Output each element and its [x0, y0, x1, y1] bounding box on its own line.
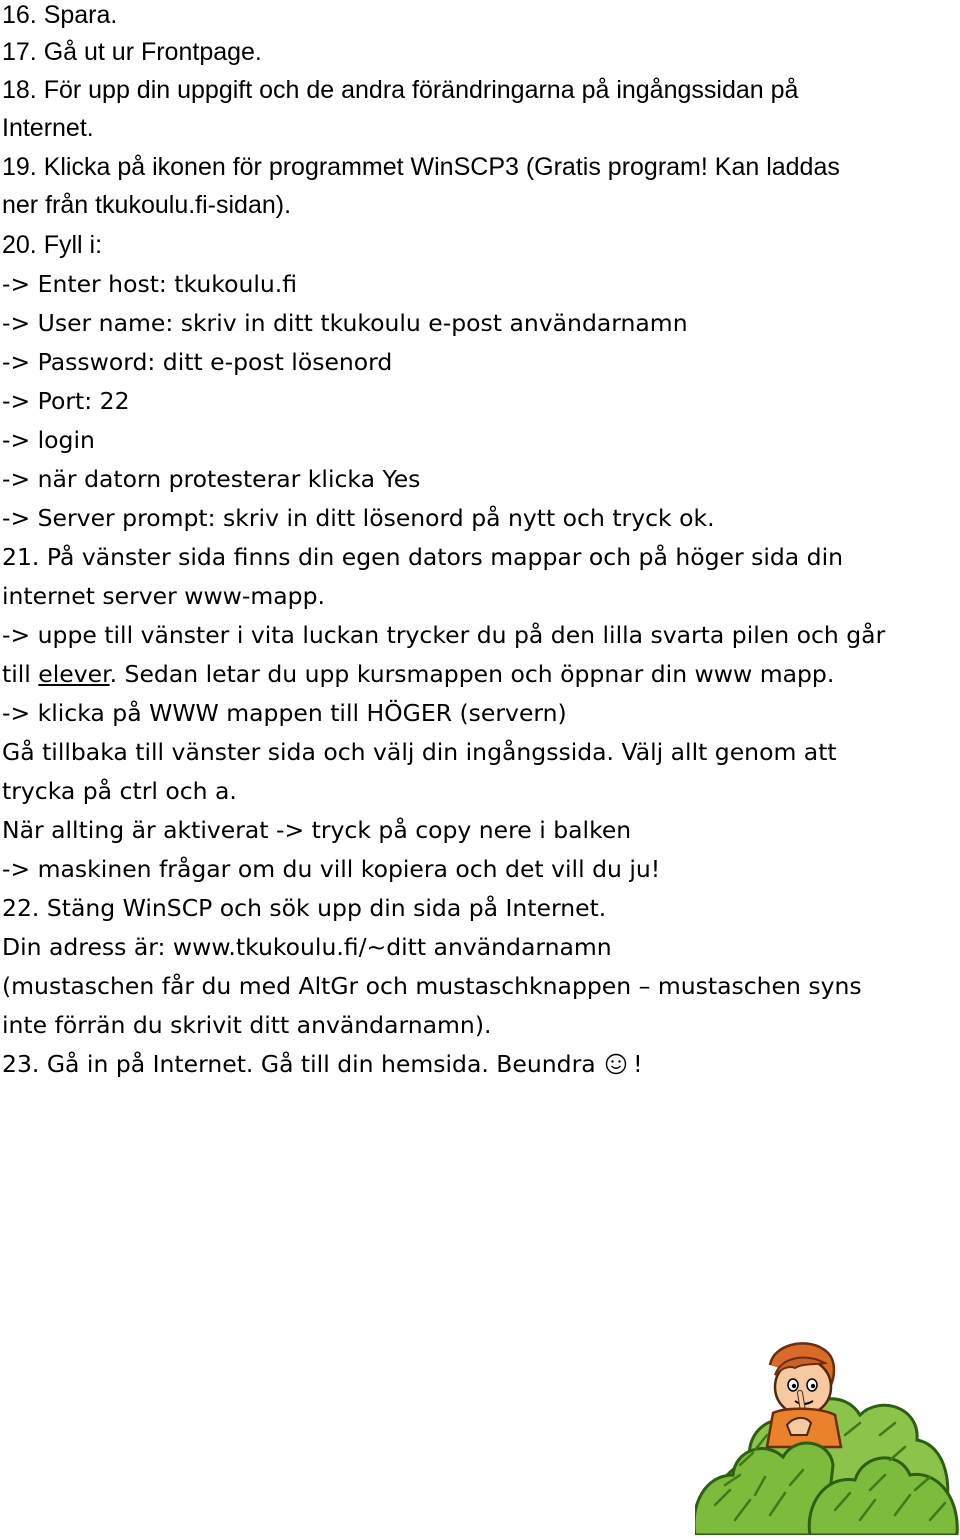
arrow-line-1: -> uppe till vänster i vita luckan trycker du på den lilla svarta pilen och går: [2, 621, 886, 649]
machine-asks-line: -> maskinen frågar om du vill kopiera och det vill du ju!: [2, 855, 661, 883]
server-prompt-line: -> Server prompt: skriv in ditt lösenord på nytt och tryck ok.: [2, 504, 715, 532]
www-folder-line: -> klicka på WWW mappen till HÖGER (servern): [2, 699, 567, 727]
login-line: -> login: [2, 426, 95, 454]
user-name-line: -> User name: skriv in ditt tkukoulu e-post användarnamn: [2, 309, 688, 337]
step-23-text: 23. Gå in på Internet. Gå till din hemsida. Beundra: [2, 1050, 596, 1078]
step-22: 22. Stäng WinSCP och sök upp din sida på Internet.: [2, 894, 607, 922]
step-23-exclaim: !: [633, 1050, 643, 1078]
boy-in-bush-icon: [695, 1335, 960, 1535]
elever-link[interactable]: elever: [38, 660, 110, 688]
step-17: 17. Gå ut ur Frontpage.: [2, 38, 262, 66]
password-line: -> Password: ditt e-post lösenord: [2, 348, 393, 376]
step-18-line-1: 18. För upp din uppgift och de andra förändringarna på ingångssidan på: [2, 76, 799, 104]
step-19-line-1: 19. Klicka på ikonen för programmet WinSCP3 (Gratis program! Kan laddas: [2, 153, 840, 181]
go-back-line-2: trycka på ctrl och a.: [2, 777, 237, 805]
arrow-line-2: [2, 659, 834, 689]
step-16: 16. Spara.: [2, 1, 118, 29]
arrow-line-2-pre: till: [2, 660, 39, 688]
copy-line: När allting är aktiverat -> tryck på copy nere i balken: [2, 816, 632, 844]
port-line: -> Port: 22: [2, 387, 130, 415]
go-back-line-1: Gå tillbaka till vänster sida och välj din ingångssida. Välj allt genom att: [2, 738, 837, 766]
step-19-line-2: ner från tkukoulu.fi-sidan).: [2, 191, 292, 219]
step-23: [2, 1049, 643, 1082]
step-21-line-1: 21. På vänster sida finns din egen dators mappar och på höger sida din: [2, 543, 844, 571]
mustasch-line-1: (mustaschen får du med AltGr och mustaschknappen – mustaschen syns: [2, 972, 862, 1000]
mustasch-line-2: inte förrän du skrivit ditt användarnamn).: [2, 1011, 492, 1039]
enter-host-line: -> Enter host: tkukoulu.fi: [2, 270, 298, 298]
step-18-line-2: Internet.: [2, 114, 94, 142]
address-line: Din adress är: www.tkukoulu.fi/~ditt användarnamn: [2, 933, 612, 961]
yes-line: -> när datorn protesterar klicka Yes: [2, 465, 421, 493]
step-20: 20. Fyll i:: [2, 231, 103, 259]
smiley-icon: [605, 1052, 627, 1082]
step-21-line-2: internet server www-mapp.: [2, 582, 325, 610]
arrow-line-2-post: . Sedan letar du upp kursmappen och öppnar din www mapp.: [109, 660, 835, 688]
